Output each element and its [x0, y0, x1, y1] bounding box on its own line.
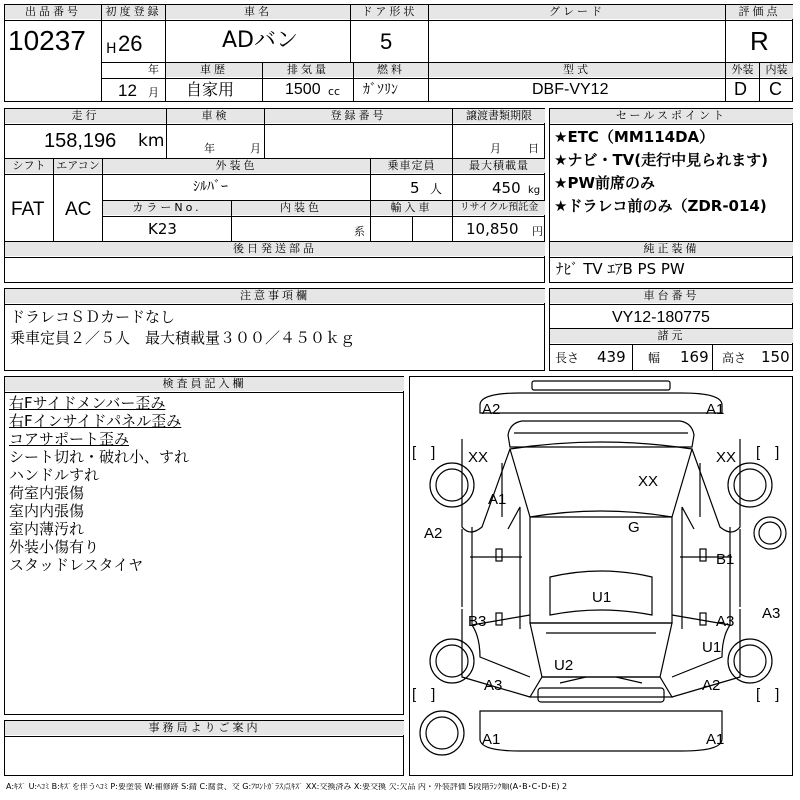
office-notice-label: 事務局よりご案内	[5, 721, 404, 735]
first-reg-month: 12	[118, 81, 137, 100]
score-label: 評価点	[726, 5, 793, 19]
door-label: ドア形状	[351, 5, 428, 19]
plate-label: 登録番号	[265, 109, 452, 123]
bracket-bottom-left: [ ]	[412, 686, 436, 703]
inspection-year-unit: 年	[204, 142, 215, 155]
mileage-label: 走行	[5, 109, 166, 123]
sales-point-1: ★ETC（MM114DA）	[554, 128, 715, 146]
first-reg-year: 26	[118, 31, 143, 56]
damage-b1-right: B1	[716, 551, 735, 568]
car-name: ADバン	[222, 28, 298, 53]
damage-xx-left: XX	[468, 449, 489, 466]
interior-color-unit: 系	[354, 225, 365, 238]
interior-color-label: 内装色	[232, 201, 370, 215]
dims-label: 諸元	[550, 329, 793, 343]
lot-label: 出品番号	[5, 5, 101, 19]
exterior-label: 外装	[726, 63, 759, 77]
width-label: 幅	[648, 351, 661, 365]
sales-points-label: セールスポイント	[550, 109, 793, 123]
inspector-note-6: 荷室内張傷	[9, 484, 85, 502]
ac-value: AC	[65, 199, 92, 220]
fuel-label: 燃料	[354, 63, 428, 77]
damage-a1-left-fender: A1	[488, 491, 507, 508]
later-parts-label: 後日発送部品	[5, 242, 545, 256]
height-value: 150	[761, 348, 790, 366]
damage-a2-top-left: A2	[482, 401, 501, 418]
km-unit: km	[138, 131, 165, 151]
damage-a2-left-door: A2	[424, 525, 443, 542]
color-no-label: カラーNo.	[103, 201, 231, 215]
inspector-note-8: 室内薄汚れ	[9, 520, 85, 538]
ac-label: エアコン	[54, 159, 102, 173]
inspector-label: 検査員記入欄	[5, 377, 404, 391]
damage-xx-roof: XX	[638, 473, 659, 490]
year-unit: 年	[148, 63, 159, 76]
damage-xx-right: XX	[716, 449, 737, 466]
length-value: 439	[597, 348, 626, 366]
inspector-note-7: 室内内張傷	[9, 502, 85, 520]
recycle-unit: 円	[532, 225, 543, 238]
seats-value: 5	[410, 179, 420, 197]
interior-label: 内装	[760, 63, 793, 77]
load-label: 最大積載量	[453, 159, 545, 173]
inspector-note-2: 右Fインサイドパネル歪み	[9, 412, 182, 430]
damage-u1-roof: U1	[592, 589, 612, 606]
damage-a2-right-rear: A2	[702, 677, 721, 694]
bracket-top-right: [ ]	[756, 444, 780, 461]
transfer-month-unit: 月	[490, 142, 501, 155]
cc-unit: cc	[328, 85, 341, 98]
sales-point-2: ★ナビ・TV(走行中見られます)	[554, 151, 769, 169]
import-label: 輸入車	[371, 201, 452, 215]
notes-label: 注意事項欄	[5, 289, 545, 303]
model-value: DBF-VY12	[532, 81, 609, 98]
recycle-label: リサイクル預託金	[453, 201, 545, 215]
damage-a3-far-right: A3	[762, 605, 781, 622]
inspector-note-3: コアサポート歪み	[9, 430, 130, 448]
inspector-note-9: 外装小傷有り	[9, 538, 100, 556]
exterior-value: D	[734, 79, 747, 99]
note-line-2: 乗車定員２／５人 最大積載量３００／４５０ｋｇ	[10, 329, 356, 347]
model-label: 型式	[429, 63, 725, 77]
recycle-value: 10,850	[466, 220, 519, 238]
equipment-label: 純正装備	[550, 242, 793, 256]
displacement-value: 1500	[285, 81, 321, 98]
damage-a3-left-rear: A3	[484, 677, 503, 694]
height-label: 高さ	[722, 351, 747, 365]
fuel-value: ｶﾞｿﾘﾝ	[363, 82, 398, 98]
seats-label: 乗車定員	[371, 159, 452, 173]
damage-a1-top-right: A1	[706, 401, 725, 418]
chassis-label: 車台番号	[550, 289, 793, 303]
shift-value: FAT	[11, 199, 45, 220]
car-diagram	[410, 377, 792, 775]
equipment-items: ﾅﾋﾞ TV ｴｱB PS PW	[556, 260, 685, 278]
inspector-note-10: スタッドレスタイヤ	[9, 556, 144, 574]
first-reg-label: 初度登録	[102, 5, 165, 19]
load-value: 450	[492, 179, 521, 197]
history-label: 車歴	[166, 63, 262, 77]
damage-a3-right: A3	[716, 613, 735, 630]
width-value: 169	[680, 348, 709, 366]
inspection-label: 車検	[167, 109, 264, 123]
color-label: 外装色	[103, 159, 370, 173]
bracket-top-left: [ ]	[412, 444, 436, 461]
inspection-month-unit: 月	[250, 142, 261, 155]
grade-label: グレード	[429, 5, 725, 19]
damage-b3-left: B3	[468, 613, 487, 630]
note-line-1: ドラレコＳＤカードなし	[10, 308, 176, 326]
interior-value: C	[769, 79, 782, 99]
sales-point-4: ★ドラレコ前のみ（ZDR-014)	[554, 197, 767, 215]
era: H	[106, 41, 117, 57]
chassis-number: VY12-180775	[612, 309, 710, 326]
car-name-label: 車名	[166, 5, 350, 19]
length-label: 長さ	[555, 351, 580, 365]
car-diagram-box	[409, 376, 793, 776]
score-value: R	[750, 26, 769, 56]
color-value: ｼﾙﾊﾞｰ	[193, 179, 228, 195]
history-value: 自家用	[186, 80, 235, 99]
bracket-bottom-right: [ ]	[756, 686, 780, 703]
inspector-note-1: 右Fサイドメンバー歪み	[9, 394, 166, 412]
color-no-value: K23	[148, 220, 177, 238]
damage-u1-right: U1	[702, 639, 722, 656]
transfer-label: 譲渡書類期限	[453, 109, 545, 123]
seats-unit: 人	[430, 182, 443, 196]
shift-label: シフト	[5, 159, 53, 173]
transfer-day-unit: 日	[528, 142, 539, 155]
lot-number: 10237	[8, 25, 86, 56]
damage-a1-bottom-left: A1	[482, 731, 501, 748]
damage-g-glass: G	[628, 519, 640, 536]
door-count: 5	[380, 29, 393, 54]
sales-point-3: ★PW前席のみ	[554, 174, 655, 192]
load-unit: kg	[528, 185, 541, 196]
damage-legend: A:ｷｽﾞ U:ﾍｺﾐ B:ｷｽﾞを伴うﾍｺﾐ P:要塗装 W:補修跡 S:錆 C:腐食、交 G:ﾌﾛﾝﾄｶﾞﾗｽ点ｷｽﾞ XX:交換済み X:要交換 欠:欠品 内・外装評価 5段階ﾗﾝｸ順(A･B･C･D･E) 2	[6, 783, 568, 791]
month-unit: 月	[148, 86, 159, 99]
damage-a1-bottom-right: A1	[706, 731, 725, 748]
displacement-label: 排気量	[263, 63, 353, 77]
inspector-note-4: シート切れ・破れ小、すれ	[9, 448, 190, 466]
damage-u2-rear: U2	[554, 657, 574, 674]
inspector-note-5: ハンドルすれ	[9, 466, 100, 484]
mileage-value: 158,196	[44, 130, 117, 152]
